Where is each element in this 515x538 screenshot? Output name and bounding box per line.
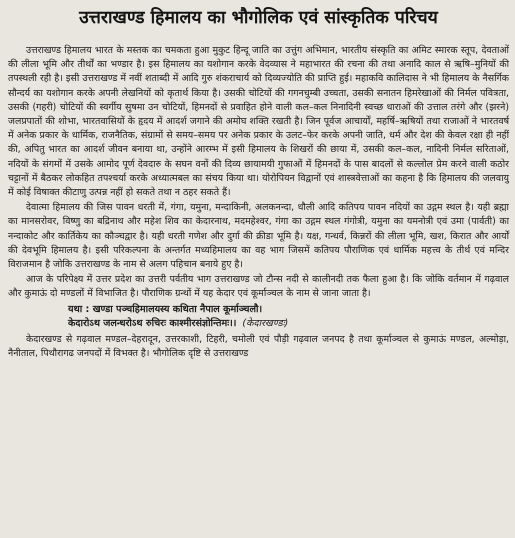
verse-reference: (केदारखण्डः): [242, 318, 289, 330]
verse-line-2: [68, 317, 509, 332]
paragraph-closing: केदारखण्ड से गढ़वाल मण्डल–देहरादून, उत्तरकाशी, टिहरी, चमोली एवं पौड़ी गढ़वाल जनपद है तथा कूर्माञ्चल से कुमाऊं मण्डल, अल्मोड़ा, नैनीताल, पिथौरागढ जनपदों में विभक्त है। भौगोलिक दृष्टि से उत्तराखण्ड: [8, 333, 509, 360]
paragraph-sacred-rivers: देवात्मा हिमालय की जिस पावन धरती में, गंगा, यमुना, मन्दाकिनी, अलकनन्दा, धौली आदि कतिपय पावन नदियों का उद्गम स्थल है। यही ब्रह्मा का मानसरोवर, विष्णु का बद्रिनाथ और महेश शिव का केदारनाथ, मदमहेश्वर, गंगा का उद्गम स्थल गंगोत्री, यमुना का यमनोत्री एवं उमा (पार्वती) का नन्दाकोट और कार्तिकेय का कौञ्चद्वार है। यही धरती गणेश और दुर्गा की क्रीडा भूमि है। यक्ष, गन्धर्व, किन्नरों की लीला भूमि, खश, किरात और आर्यों की देवभूमि हिमालय है। इसी परिकल्पना के अन्तर्गत मध्यहिमालय का वह भाग जिसमें कतिपय पौराणिक एवं धार्मिक महत्त्व के तीर्थ एवं मन्दिर विराजमान है जोकि उत्तराखण्ड के नाम से अलग पहिचान बनाये हुए है।: [8, 202, 509, 271]
document-body: [8, 44, 509, 361]
paragraph-introduction: उत्तराखण्ड हिमालय भारत के मस्तक का चमकता हुआ मुकुट हिन्दू जाति का उत्तुंग अभिमान, भारतीय संस्कृति का अमिट स्मारक स्तूप, देवताओं की लीला भूमि और तीर्थों का भण्डार है। इस हिमालय का यशोगान करके वेदव्यास ने महाभारत की रचना की तथा अनादि काल से ऋषि–मुनियों की तपस्थली रही है। इसी उत्तराखण्ड में नवीं शताब्दी में आदि गुरु शंकराचार्य को दिव्यज्योति की प्राप्ति हुई। महाकवि कालिदास ने भी हिमालय के नैसर्गिक सौन्दर्य का यशोगान करके अपनी लेखनियों को कृतार्थ किया है। उसकी चोटियों की गगनचुम्बी उच्चता, उसकी सनातन हिमरेखाओं की निर्मल पवित्रता, उसकी (गहरी) चोटियों की स्वर्गीय सुषमा उन चोटियों, हिमनदों से प्रवाहित होने वाली कल–कल निनादिनी स्वच्छ धाराओं की उत्ताल तरंगे और (झरने) जलप्रपातों की शोभा, भारतवासियों के हृदय में आदर्श जगाने की अमोघ शक्ति रखती है। जिन पूर्वज आचार्यों, महर्षि–ऋषियों तथा राजाओं ने भारतवर्ष में अनेक प्रकार के धार्मिक, राजनैतिक, संग्रामों से समय–समय पर अनेक प्रकार के उलट–फेर करके अपनी जाति, धर्म और देश की केवल रक्षा ही नहीं की, अपितु भारत का आदर्श जीवन बनाया था, उन्होंने आरम्भ में इसी हिमालय के शिखरों की छाया में, उसकी कल–कल, नादिनी निर्मल सरिताओं, नदियों के संगमों में उसके आमोद पूर्ण देवदारु के सघन वनों की दिव्य छायामयी गुफाओं में हिमनदों के पास बादलों से कल्लोल प्रेम करने वाली कठोर चट्टानों में बैठकर लोकहित तपश्चर्या करके अध्यात्मबल का संचय किया था। योरोपियन विद्वानों एवं शास्त्रवेत्ताओं का कहना है कि हिमालय की जलवायु में कोई विषाक्त कीटाणु उत्पन्न नहीं हो सकते तथा न ठहर सकते हैं।: [8, 45, 509, 199]
verse-line-1: यथा : खण्डा पञ्चहिमालयस्य कथिता नैपाल कूर्माञ्चलौ।: [68, 303, 263, 315]
paragraph-present-context: आज के परिपेक्ष्य में उत्तर प्रदेश का उत्तरी पर्वतीय भाग उत्तराखण्ड जो टौन्स नदी से कालीनदी तक फैला हुआ है। कि जोकि वर्तमान में गढ़वाल और कुमाऊं दो मण्डलों में विभाजित है। पौराणिक ग्रन्थों में यह केदार एवं कूर्माञ्चल के नाम से जाना जाता है।: [8, 274, 509, 300]
sanskrit-verse: [8, 303, 509, 332]
document-title: उत्तराखण्ड हिमालय का भौगोलिक एवं सांस्कृतिक परिचय: [79, 8, 438, 28]
verse-line-2-text: केदारोऽथ जलन्धरोऽथ रुचिरः काश्मीरसंज्ञोन्तिमः।।: [68, 318, 237, 330]
